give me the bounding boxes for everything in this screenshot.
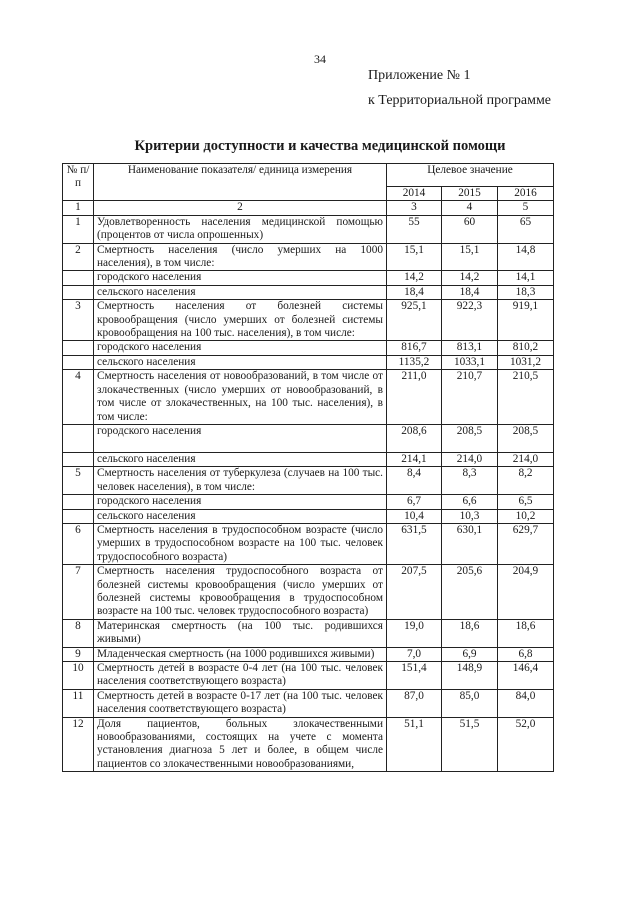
table-row — [63, 285, 554, 299]
row-number — [63, 355, 94, 369]
row-number: 4 — [63, 370, 94, 425]
value-2014: 19,0 — [387, 619, 442, 647]
value-2014: 6,7 — [387, 495, 442, 509]
indicator-name: сельского населения — [94, 509, 387, 523]
table-row — [63, 689, 554, 717]
row-number: 9 — [63, 647, 94, 661]
header-number: № п/п — [63, 164, 94, 201]
value-2014: 14,2 — [387, 271, 442, 285]
row-number — [63, 424, 94, 452]
indicator-name: Смертность детей в возрасте 0-17 лет (на 100 тыс. человек населения соответствующего возраста) — [94, 689, 387, 717]
table-row — [63, 355, 554, 369]
value-2015: 85,0 — [442, 689, 498, 717]
value-2016: 208,5 — [498, 424, 554, 452]
value-2016: 210,5 — [498, 370, 554, 425]
column-number-row — [63, 201, 554, 215]
value-2014: 214,1 — [387, 452, 442, 466]
indicator-name: Смертность населения в трудоспособном возрасте (число умерших в трудоспособном возрасте на 100 тыс. человек трудоспособного возраста) — [94, 523, 387, 564]
value-2014: 51,1 — [387, 717, 442, 772]
table-row — [63, 243, 554, 271]
row-number: 2 — [63, 243, 94, 271]
table-row — [63, 341, 554, 355]
row-number — [63, 495, 94, 509]
value-2016: 10,2 — [498, 509, 554, 523]
value-2014: 55 — [387, 215, 442, 243]
row-number — [63, 452, 94, 466]
value-2015: 148,9 — [442, 662, 498, 690]
value-2015: 6,9 — [442, 647, 498, 661]
value-2016: 8,2 — [498, 467, 554, 495]
table-row — [63, 467, 554, 495]
value-2015: 6,6 — [442, 495, 498, 509]
row-number: 1 — [63, 215, 94, 243]
column-number: 2 — [94, 201, 387, 215]
indicator-name: Смертность населения (число умерших на 1000 населения), в том числе: — [94, 243, 387, 271]
value-2016: 52,0 — [498, 717, 554, 772]
value-2016: 214,0 — [498, 452, 554, 466]
row-number: 10 — [63, 662, 94, 690]
indicator-name: городского населения — [94, 271, 387, 285]
table-row — [63, 271, 554, 285]
value-2014: 925,1 — [387, 300, 442, 341]
value-2015: 14,2 — [442, 271, 498, 285]
value-2016: 18,6 — [498, 619, 554, 647]
value-2014: 151,4 — [387, 662, 442, 690]
row-number: 5 — [63, 467, 94, 495]
row-number: 12 — [63, 717, 94, 772]
column-number: 4 — [442, 201, 498, 215]
indicator-name: Удовлетворенность населения медицинской помощью (процентов от числа опрошенных) — [94, 215, 387, 243]
value-2016: 84,0 — [498, 689, 554, 717]
table-row — [63, 370, 554, 425]
indicator-name: Смертность населения от туберкулеза (случаев на 100 тыс. человек населения), в том числе: — [94, 467, 387, 495]
value-2015: 60 — [442, 215, 498, 243]
row-number: 8 — [63, 619, 94, 647]
row-number: 6 — [63, 523, 94, 564]
value-2015: 630,1 — [442, 523, 498, 564]
value-2014: 816,7 — [387, 341, 442, 355]
row-number: 11 — [63, 689, 94, 717]
table-row — [63, 452, 554, 466]
table-body — [63, 201, 554, 772]
value-2015: 208,5 — [442, 424, 498, 452]
value-2016: 18,3 — [498, 285, 554, 299]
document-title: Критерии доступности и качества медицинской помощи — [134, 138, 506, 154]
indicator-name: городского населения — [94, 495, 387, 509]
table-header — [63, 164, 554, 201]
appendix-label: Приложение № 1 — [368, 68, 471, 83]
table-row — [63, 509, 554, 523]
indicator-name: Доля пациентов, больных злокачественными новообразованиями, состоящих на учете с момента установления диагноза 5 лет и более, в общем числе пациентов со злокачественными новообразованиями, — [94, 717, 387, 772]
row-number: 3 — [63, 300, 94, 341]
indicator-name: сельского населения — [94, 285, 387, 299]
value-2016: 65 — [498, 215, 554, 243]
indicator-name: Смертность населения от новообразований, в том числе от злокачественных (число умерших от новообразований, в том числе от злокачественных, на 100 тыс. населения), в том числе: — [94, 370, 387, 425]
header-year: 2015 — [442, 187, 498, 201]
value-2014: 87,0 — [387, 689, 442, 717]
table-row — [63, 215, 554, 243]
table-row — [63, 662, 554, 690]
value-2014: 207,5 — [387, 565, 442, 620]
indicator-name: сельского населения — [94, 452, 387, 466]
indicator-name: Смертность населения от болезней системы кровообращения (число умерших от болезней системы кровообращения на 100 тыс. населения), в том числе: — [94, 300, 387, 341]
table-row — [63, 495, 554, 509]
header-target-value: Целевое значение — [387, 164, 554, 187]
table-row — [63, 523, 554, 564]
page-number: 34 — [314, 52, 326, 66]
value-2016: 14,8 — [498, 243, 554, 271]
value-2014: 1135,2 — [387, 355, 442, 369]
value-2016: 810,2 — [498, 341, 554, 355]
value-2015: 10,3 — [442, 509, 498, 523]
value-2016: 1031,2 — [498, 355, 554, 369]
value-2015: 214,0 — [442, 452, 498, 466]
table-row — [63, 647, 554, 661]
value-2015: 922,3 — [442, 300, 498, 341]
indicator-name: Младенческая смертность (на 1000 родившихся живыми) — [94, 647, 387, 661]
value-2014: 18,4 — [387, 285, 442, 299]
value-2015: 18,6 — [442, 619, 498, 647]
value-2014: 10,4 — [387, 509, 442, 523]
value-2016: 6,8 — [498, 647, 554, 661]
value-2015: 210,7 — [442, 370, 498, 425]
value-2015: 15,1 — [442, 243, 498, 271]
table-row — [63, 619, 554, 647]
indicator-name: городского населения — [94, 341, 387, 355]
column-number: 3 — [387, 201, 442, 215]
value-2016: 6,5 — [498, 495, 554, 509]
value-2016: 204,9 — [498, 565, 554, 620]
row-number: 7 — [63, 565, 94, 620]
value-2014: 8,4 — [387, 467, 442, 495]
value-2014: 15,1 — [387, 243, 442, 271]
value-2015: 18,4 — [442, 285, 498, 299]
value-2015: 813,1 — [442, 341, 498, 355]
value-2014: 7,0 — [387, 647, 442, 661]
indicator-name: Смертность детей в возрасте 0-4 лет (на 100 тыс. человек населения соответствующего возраста) — [94, 662, 387, 690]
row-number — [63, 509, 94, 523]
value-2015: 8,3 — [442, 467, 498, 495]
header-year: 2014 — [387, 187, 442, 201]
header-indicator-name: Наименование показателя/ единица измерения — [94, 164, 387, 201]
row-number — [63, 285, 94, 299]
column-number: 1 — [63, 201, 94, 215]
indicator-name: городского населения — [94, 424, 387, 452]
value-2016: 14,1 — [498, 271, 554, 285]
column-number: 5 — [498, 201, 554, 215]
table-row — [63, 565, 554, 620]
row-number — [63, 341, 94, 355]
criteria-table — [62, 163, 554, 772]
value-2016: 146,4 — [498, 662, 554, 690]
indicator-name: Материнская смертность (на 100 тыс. родившихся живыми) — [94, 619, 387, 647]
value-2014: 631,5 — [387, 523, 442, 564]
value-2016: 629,7 — [498, 523, 554, 564]
header-year: 2016 — [498, 187, 554, 201]
value-2014: 211,0 — [387, 370, 442, 425]
table-row — [63, 717, 554, 772]
indicator-name: Смертность населения трудоспособного возраста от болезней системы кровообращения (число умерших от болезней системы кровообращения в трудоспособном возрасте на 100 тыс. человек трудоспособного возраста) — [94, 565, 387, 620]
row-number — [63, 271, 94, 285]
value-2015: 51,5 — [442, 717, 498, 772]
value-2014: 208,6 — [387, 424, 442, 452]
value-2016: 919,1 — [498, 300, 554, 341]
value-2015: 205,6 — [442, 565, 498, 620]
table-row — [63, 300, 554, 341]
indicator-name: сельского населения — [94, 355, 387, 369]
program-label: к Территориальной программе — [368, 93, 552, 108]
table-row — [63, 424, 554, 452]
value-2015: 1033,1 — [442, 355, 498, 369]
